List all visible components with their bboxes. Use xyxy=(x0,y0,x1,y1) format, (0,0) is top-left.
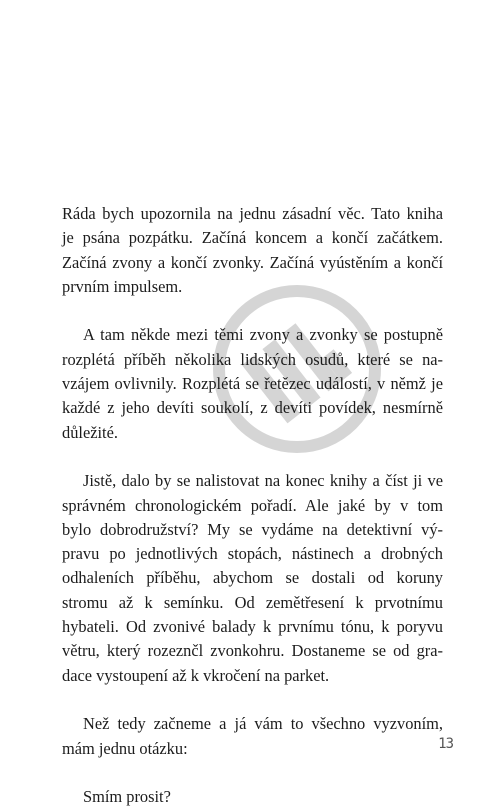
page-number: 13 xyxy=(438,736,453,752)
text-line: důležité. xyxy=(62,422,118,442)
text-line: pravu po jednotlivých stopách, nástinech a drobných xyxy=(62,544,443,564)
body-text xyxy=(62,202,443,809)
text-line: stromu až k semínku. Od zemětřesení k prvotnímu xyxy=(62,592,443,612)
text-line: prvním impulsem. xyxy=(62,276,183,296)
paragraph-adventure xyxy=(62,469,443,688)
text-line: odhaleních příběhu, abychom se dostali od koruny xyxy=(62,568,443,588)
text-line: Než tedy začneme a já vám to všechno vyzvoním, xyxy=(83,714,443,734)
text-line: je psána pozpátku. Začíná koncem a končí začátkem. xyxy=(62,228,443,248)
text-line: mám jednu otázku: xyxy=(62,738,188,758)
text-line: dace vystoupení až k vkročení na parket. xyxy=(62,665,330,685)
paragraph-question xyxy=(62,712,443,761)
text-line: hybateli. Od zvonivé balady k prvnímu tónu, k poryvu xyxy=(62,617,443,637)
paragraph-intro xyxy=(62,202,443,299)
text-line: vzájem ovlivnily. Rozplétá se řetězec událostí, v němž je xyxy=(62,374,443,394)
text-line: každé z jeho devíti soukolí, z devíti povídek, nesmírně xyxy=(62,398,443,418)
text-line: Ráda bych upozornila na jednu zásadní věc. Tato kniha xyxy=(62,204,443,223)
text-line: Jistě, dalo by se nalistovat na konec knihy a číst ji ve xyxy=(83,471,443,491)
text-line: Začíná zvony a končí zvonky. Začíná vyústěním a končí xyxy=(62,252,443,272)
text-line: rozplétá příběh několika lidských osudů, které se na- xyxy=(62,349,443,369)
text-line: správném chronologickém pořadí. Ale jaké by v tom xyxy=(62,495,443,515)
text-line: A tam někde mezi těmi zvony a zvonky se postupně xyxy=(83,325,443,345)
paragraph-closing xyxy=(62,785,443,809)
text-line: Smím prosit? xyxy=(83,787,171,807)
paragraph-bells xyxy=(62,323,443,444)
text-line: bylo dobrodružství? My se vydáme na detektivní vý- xyxy=(62,519,443,539)
text-line: větru, který rozeznčl zvonkohru. Dostaneme se od gra- xyxy=(62,641,443,661)
